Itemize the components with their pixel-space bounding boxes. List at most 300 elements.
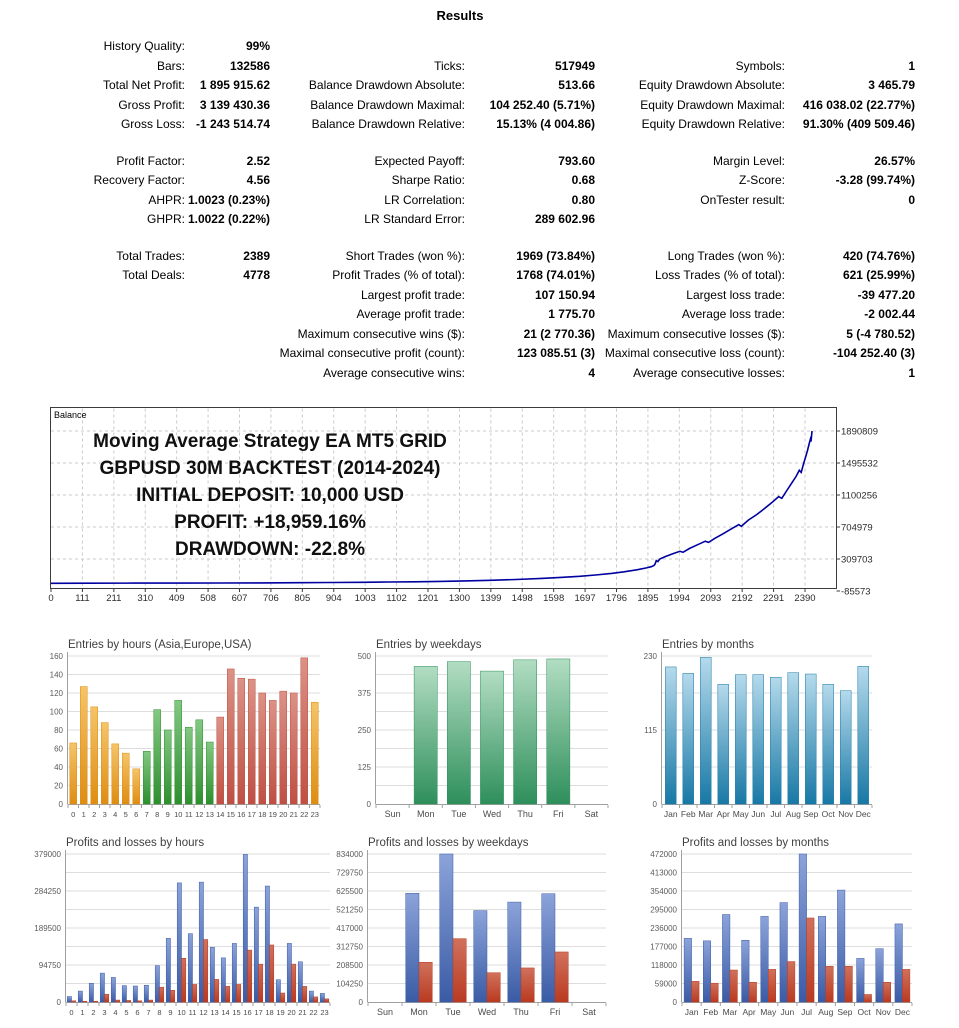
stat-label: Equity Drawdown Maximal:	[640, 97, 785, 112]
x-axis-label: 904	[325, 593, 342, 604]
x-axis-label: Aug	[818, 1007, 834, 1017]
x-axis-label: 211	[106, 593, 122, 604]
stats-row	[0, 115, 915, 135]
x-axis-label: 706	[262, 593, 279, 604]
x-axis-label: May	[760, 1007, 777, 1017]
x-axis-label: Mon	[410, 1007, 428, 1017]
y-axis-label: 417000	[336, 924, 363, 933]
loss-bar	[83, 1001, 87, 1002]
profit-bar	[188, 934, 192, 1002]
axis-ticks	[368, 1003, 606, 1006]
y-axis-label: 312750	[336, 942, 363, 952]
loss-bar	[749, 982, 756, 1002]
x-axis-label: 409	[168, 593, 185, 604]
bar	[788, 673, 799, 804]
y-axis-label: 40	[54, 763, 63, 772]
profit-bar	[837, 890, 844, 1002]
stat-value: 5 (-4 780.52)	[846, 326, 915, 341]
x-axis-label: Aug	[785, 809, 801, 819]
bar	[269, 700, 276, 804]
stat-value: 3 139 430.36	[199, 97, 270, 112]
y-axis-label: 0	[56, 998, 61, 1007]
profits-losses-by-weekdays-chart	[300, 834, 640, 1028]
overlay-text-line: INITIAL DEPOSIT: 10,000 USD	[136, 485, 404, 506]
chart-title: Profits and losses by months	[682, 837, 830, 849]
y-axis-label: 521250	[336, 905, 363, 915]
loss-bar	[787, 962, 794, 1002]
profit-bar	[111, 977, 115, 1002]
x-axis-label: Wed	[482, 809, 502, 819]
x-axis-label: 18	[258, 810, 267, 819]
x-axis-label: 16	[243, 1008, 252, 1017]
axis-ticks	[68, 805, 320, 808]
x-axis-label: Feb	[680, 809, 696, 819]
x-axis-label: Jan	[684, 1007, 699, 1017]
bar	[840, 691, 851, 804]
loss-bar	[487, 973, 500, 1002]
y-axis-label: 472000	[650, 850, 677, 859]
stat-label: Maximum consecutive wins ($):	[297, 326, 465, 341]
stat-value	[185, 344, 270, 364]
profit-bar	[133, 986, 137, 1002]
x-axis-label: 1598	[543, 593, 565, 604]
stat-value	[185, 364, 270, 384]
x-axis-label: 8	[155, 810, 160, 819]
x-axis-label: 7	[146, 1008, 151, 1017]
stat-value: 4778	[243, 268, 270, 282]
stat-value: 793.60	[558, 153, 595, 168]
stats-row	[0, 96, 915, 116]
profit-bar	[254, 907, 258, 1002]
bar	[447, 662, 470, 804]
y-axis-label: 0	[652, 800, 657, 809]
y-axis-label: 80	[54, 726, 63, 735]
y-axis-label: -85573	[841, 586, 871, 598]
x-axis-label: 6	[134, 810, 139, 819]
x-axis-label: 1102	[386, 593, 407, 604]
x-axis-label: 1	[81, 810, 86, 819]
x-axis-label: 2093	[700, 593, 722, 604]
stat-label: Balance Drawdown Relative:	[311, 117, 465, 131]
overlay-text-line: GBPUSD 30M BACKTEST (2014-2024)	[99, 458, 441, 479]
x-axis-label: 7	[144, 810, 149, 819]
x-axis-label: 15	[226, 810, 235, 819]
loss-bar	[864, 994, 871, 1002]
profit-bar	[122, 986, 126, 1002]
stats-section	[0, 247, 915, 384]
loss-bar	[270, 945, 274, 1002]
x-axis-label: 1	[80, 1008, 85, 1017]
x-axis-label: 0	[69, 1008, 74, 1017]
loss-bar	[807, 918, 814, 1002]
stats-row	[0, 210, 915, 230]
x-axis-label: 10	[174, 810, 183, 819]
y-axis-label: 120	[49, 689, 63, 698]
bar	[143, 751, 150, 804]
stat-label: Long Trades (won %):	[667, 248, 785, 263]
bar	[683, 673, 694, 804]
stats-row	[0, 76, 915, 96]
stat-label: Profit Trades (% of total):	[332, 268, 465, 282]
loss-bar	[419, 962, 432, 1002]
loss-bar	[826, 966, 833, 1002]
stat-label: Total Deals:	[122, 268, 185, 282]
stats-row	[0, 325, 915, 345]
x-axis-label: Sat	[582, 1007, 596, 1017]
stat-label: Maximal consecutive loss (count):	[604, 346, 785, 360]
stat-value: 2389	[243, 248, 270, 263]
x-axis-label: 11	[188, 1008, 197, 1017]
x-axis-label: 8	[157, 1008, 162, 1017]
y-axis-label: 413000	[650, 868, 677, 878]
bar	[735, 675, 746, 804]
y-axis-label: 125	[357, 763, 371, 772]
stat-label	[0, 325, 185, 345]
loss-bar	[204, 940, 208, 1002]
profit-bar	[818, 916, 825, 1002]
x-axis-label: Jun	[751, 809, 766, 819]
stat-value	[785, 37, 915, 57]
x-axis-label: Tue	[451, 809, 467, 819]
x-axis-label: Oct	[857, 1007, 871, 1017]
stat-label	[0, 344, 185, 364]
bar	[227, 669, 234, 804]
x-axis-label: Thu	[517, 809, 533, 819]
x-axis-label: 12	[199, 1008, 208, 1017]
stat-value: 99%	[245, 39, 270, 53]
loss-bar	[281, 993, 285, 1002]
stat-value: 15.13% (4 004.86)	[496, 117, 595, 131]
stats-table	[0, 37, 915, 400]
stat-label: Sharpe Ratio:	[391, 173, 465, 187]
x-axis-label: 1399	[480, 593, 502, 604]
stat-value: 416 038.02 (22.77%)	[802, 97, 915, 112]
x-axis-label: 1300	[448, 593, 470, 604]
x-axis-label: 18	[265, 1008, 274, 1017]
x-axis-label: 17	[247, 810, 256, 819]
stat-value	[185, 305, 270, 325]
profit-bar	[508, 902, 521, 1002]
bar	[805, 674, 816, 804]
y-axis-label: 1100256	[841, 490, 878, 502]
y-axis-label: 729750	[336, 868, 363, 878]
entries-by-hours-chart	[24, 636, 344, 830]
stat-value: 4	[588, 365, 595, 380]
y-axis-label: 0	[58, 800, 63, 809]
stat-value: 4.56	[246, 173, 270, 187]
y-axis-label: 94750	[38, 961, 61, 970]
profit-bar	[100, 973, 104, 1002]
stats-row	[0, 364, 915, 384]
stat-value: -39 477.20	[857, 287, 915, 302]
bar	[122, 753, 129, 804]
loss-bar	[105, 994, 109, 1002]
bar	[311, 702, 318, 804]
bar	[238, 678, 245, 804]
axis-ticks	[682, 1003, 912, 1006]
loss-bar	[555, 952, 568, 1002]
loss-bar	[845, 966, 852, 1002]
stat-value: 1	[908, 58, 915, 73]
x-axis-label: Tue	[445, 1007, 461, 1017]
stat-value: -104 252.40 (3)	[832, 346, 915, 360]
stat-label: Equity Drawdown Absolute:	[638, 78, 785, 92]
x-axis-label: Sat	[584, 809, 599, 819]
stat-label: Largest loss trade:	[686, 287, 785, 302]
axis-ticks	[376, 805, 608, 808]
x-axis-label: 1796	[605, 593, 628, 604]
bar	[101, 723, 108, 804]
bar	[70, 743, 77, 804]
profit-bar	[287, 943, 291, 1002]
x-axis-label: Nov	[875, 1007, 891, 1017]
profit-bar	[89, 983, 93, 1002]
loss-bar	[182, 958, 186, 1002]
stat-label: OnTester result:	[700, 192, 785, 207]
x-axis-label: Nov	[838, 809, 854, 819]
loss-bar	[692, 981, 699, 1002]
stats-section	[0, 152, 915, 230]
y-axis-label: 500	[357, 652, 371, 661]
x-axis-label: 4	[113, 810, 118, 819]
stat-value: 1969 (73.84%)	[516, 248, 595, 263]
bars	[665, 657, 868, 804]
profit-bar	[703, 941, 710, 1002]
stat-value: 1 895 915.62	[199, 78, 270, 92]
x-axis-label: Mar	[722, 1007, 738, 1017]
stat-label: Gross Profit:	[118, 97, 185, 112]
x-axis-label: 9	[168, 1008, 173, 1017]
stats-row	[0, 171, 915, 191]
x-axis-label: 23	[320, 1008, 329, 1017]
stat-label: LR Standard Error:	[364, 212, 465, 226]
stats-row	[0, 286, 915, 306]
x-axis-label: 1003	[354, 593, 376, 604]
x-axis-label: 508	[200, 593, 217, 604]
y-axis-label: 20	[54, 781, 63, 791]
y-axis-label: 230	[643, 652, 657, 661]
stat-value: 621 (25.99%)	[842, 268, 915, 282]
profit-bar	[406, 893, 419, 1002]
overlay-text-line: DRAWDOWN: -22.8%	[174, 539, 366, 560]
stat-label	[0, 305, 185, 325]
overlay-text-line: PROFIT: +18,959.16%	[174, 512, 366, 533]
stat-label: Equity Drawdown Relative:	[641, 117, 785, 131]
x-axis-label: Dec	[855, 809, 871, 819]
x-axis-label: 1498	[511, 593, 533, 604]
x-axis-label: Feb	[703, 1007, 719, 1017]
y-axis-label: 0	[672, 998, 677, 1007]
x-axis-label: Sun	[384, 809, 401, 819]
loss-bar	[521, 968, 534, 1002]
stats-row	[0, 152, 915, 172]
y-axis-label: 160	[49, 652, 63, 661]
axis-ticks	[662, 805, 872, 808]
loss-bar	[730, 970, 737, 1002]
profit-bar	[542, 894, 555, 1002]
x-axis-label: 16	[237, 810, 246, 819]
x-axis-label: Oct	[821, 809, 835, 819]
stat-label: GHPR:	[146, 212, 185, 226]
x-axis-label: 2192	[731, 593, 753, 604]
chart-title: Profits and losses by hours	[66, 837, 205, 849]
profit-bar	[742, 940, 749, 1002]
bar	[718, 684, 729, 804]
profit-bar	[684, 938, 691, 1002]
y-axis-label: 834000	[336, 850, 363, 859]
stat-label: Bars:	[156, 58, 185, 73]
y-axis-label: 295000	[650, 905, 677, 915]
loss-bar	[72, 1001, 76, 1002]
stat-value	[785, 210, 915, 230]
bar	[185, 727, 192, 804]
bar	[770, 677, 781, 804]
chart-title: Entries by months	[662, 639, 755, 651]
x-axis-label: Jul	[801, 1007, 813, 1017]
x-axis-label: 3	[102, 810, 107, 819]
axis-ticks	[66, 1003, 330, 1006]
bar	[858, 666, 869, 804]
x-axis-label: 19	[268, 810, 277, 819]
x-axis-label: Mar	[698, 809, 714, 819]
x-axis-label: 0	[71, 810, 76, 819]
x-axis-label: Apr	[742, 1007, 756, 1017]
profit-bar	[243, 854, 247, 1002]
y-axis-label: 0	[366, 800, 371, 809]
stat-value: 289 602.96	[534, 212, 595, 226]
x-axis-label: 14	[221, 1008, 230, 1017]
x-axis-label: Wed	[477, 1007, 497, 1017]
loss-bar	[453, 939, 466, 1002]
stat-label: Maximum consecutive losses ($):	[607, 326, 785, 341]
x-axis-label: Sep	[803, 809, 819, 819]
bars	[70, 658, 318, 804]
stat-value: 104 252.40 (5.71%)	[489, 97, 595, 112]
profit-bar	[232, 943, 236, 1002]
bar	[80, 687, 87, 804]
x-axis-label: 6	[135, 1008, 140, 1017]
stats-section	[0, 37, 915, 135]
x-axis-label: 5	[123, 810, 128, 819]
stat-value: 21 (2 770.36)	[523, 326, 595, 341]
stat-label: Average loss trade:	[681, 307, 785, 321]
profit-bar	[78, 991, 82, 1002]
stat-label: Gross Loss:	[120, 117, 185, 131]
bar	[665, 667, 676, 804]
loss-bar	[171, 990, 175, 1002]
x-axis-label: 1201	[417, 593, 439, 604]
stats-row	[0, 57, 915, 77]
stat-value: -1 243 514.74	[195, 117, 270, 131]
loss-bar	[237, 984, 241, 1002]
y-axis-label: 309703	[841, 554, 873, 566]
loss-bar	[138, 1001, 142, 1002]
y-axis-label: 177000	[650, 942, 677, 952]
profit-bar	[166, 938, 170, 1002]
profit-bar	[265, 886, 269, 1002]
bar	[248, 679, 255, 804]
x-axis-label: Jul	[770, 809, 782, 819]
stat-value: 420 (74.76%)	[842, 248, 915, 263]
stat-label: Average profit trade:	[356, 307, 465, 321]
stats-row	[0, 266, 915, 286]
stat-label: Loss Trades (% of total):	[654, 268, 785, 282]
x-axis-label: 2291	[763, 593, 785, 604]
stat-label: Profit Factor:	[116, 153, 185, 168]
stat-value: 1.0022 (0.22%)	[187, 212, 270, 226]
stat-value: 132586	[229, 58, 270, 73]
x-axis-label: Fri	[553, 809, 564, 819]
stat-value: 26.57%	[874, 153, 915, 168]
x-axis-label: 13	[205, 810, 214, 819]
chart-title: Profits and losses by weekdays	[368, 837, 529, 849]
bar	[196, 720, 203, 804]
bar	[206, 742, 213, 804]
x-axis-label: 607	[231, 593, 248, 604]
profit-bar	[199, 882, 203, 1002]
profit-bar	[474, 911, 487, 1002]
bar	[290, 693, 297, 804]
stat-value: 3 465.79	[868, 78, 915, 92]
bar	[175, 700, 182, 804]
entries-by-weekdays-chart	[336, 636, 636, 830]
loss-bar	[193, 984, 197, 1002]
stat-value: -3.28 (99.74%)	[835, 173, 915, 187]
x-axis-label: Dec	[894, 1007, 910, 1017]
stat-value	[465, 37, 595, 57]
y-axis-label: 60	[54, 744, 63, 754]
stats-row	[0, 305, 915, 325]
y-axis-label: 704979	[841, 522, 873, 534]
bar	[112, 744, 119, 804]
stat-label: Symbols:	[735, 58, 785, 73]
x-axis-label: Thu	[513, 1007, 529, 1017]
stat-value: 91.30% (409 509.46)	[802, 117, 915, 131]
profit-bar	[722, 915, 729, 1002]
stat-label: Z-Score:	[738, 173, 785, 187]
x-axis-label: 22	[300, 810, 309, 819]
y-axis-label: 0	[358, 998, 363, 1007]
x-axis-label: 20	[287, 1008, 296, 1017]
y-axis-label: 375	[357, 689, 371, 698]
profit-bar	[67, 997, 71, 1002]
stat-label	[0, 364, 185, 384]
x-axis-label: 17	[254, 1008, 263, 1017]
loss-bar	[149, 1000, 153, 1002]
y-axis-label: 625500	[336, 887, 363, 896]
stat-label: Balance Drawdown Absolute:	[308, 78, 465, 92]
x-axis-label: 13	[210, 1008, 219, 1017]
profit-bar	[761, 916, 768, 1002]
x-axis-label: 19	[276, 1008, 285, 1017]
bars	[414, 659, 570, 804]
stat-value: 1.0023 (0.23%)	[187, 192, 270, 207]
stat-value: 513.66	[558, 78, 595, 92]
profits-losses-by-months-chart	[634, 834, 959, 1028]
profit-bar	[221, 958, 225, 1002]
y-axis-label: 100	[49, 707, 63, 717]
stat-value: 0.80	[571, 192, 595, 207]
stat-label: Recovery Factor:	[93, 173, 185, 187]
x-axis-label: Jun	[780, 1007, 795, 1017]
profit-bar	[210, 947, 214, 1002]
x-axis-label: 21	[298, 1008, 307, 1017]
y-axis-label: 379000	[34, 850, 61, 859]
x-axis-label: 310	[137, 593, 154, 604]
stat-value: 2.52	[246, 153, 270, 168]
x-axis-label: 15	[232, 1008, 241, 1017]
stat-label: AHPR:	[148, 192, 185, 207]
